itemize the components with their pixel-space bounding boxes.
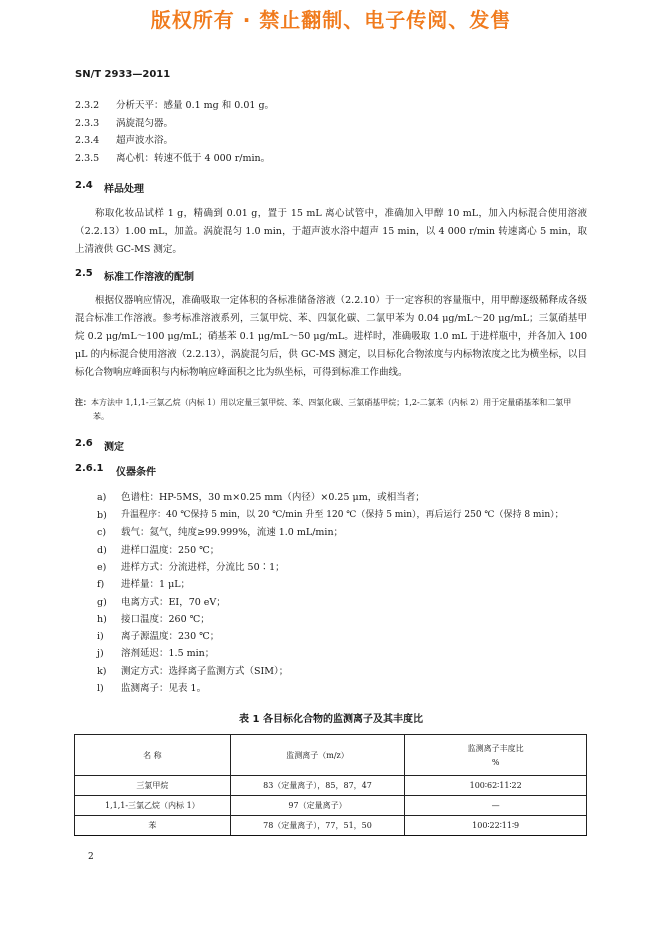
table-cell: 苯 bbox=[75, 816, 231, 836]
list-label: l) bbox=[97, 683, 104, 694]
condition-item: 测定方式：选择离子监测方式（SIM）； bbox=[121, 666, 289, 677]
monitoring-ions-table bbox=[74, 734, 587, 836]
condition-item: 进样量：1 μL； bbox=[121, 579, 191, 590]
list-label: h) bbox=[97, 614, 107, 625]
section-heading: 标准工作溶液的配制 bbox=[104, 272, 194, 283]
list-label: j) bbox=[97, 648, 104, 659]
list-label: b) bbox=[97, 510, 107, 521]
condition-item: 电离方式：EI，70 eV； bbox=[121, 597, 226, 608]
header-ratio bbox=[405, 735, 587, 776]
sample-treatment-paragraph: 称取化妆品试样 1 g，精确到 0.01 g，置于 15 mL 离心试管中，准确加入甲醇 10 mL，加入内标混合使用溶液（2.2.13）1.00 mL，加盖。涡旋混匀 1.0 min，于超声波水浴中超声 15 min，以 4 000 r/min 转速离心 5 min，取上清液供 GC-MS 测定。 bbox=[75, 208, 587, 255]
table-cell: 78（定量离子），77，51，50 bbox=[230, 816, 405, 836]
equipment-item: 涡旋混匀器。 bbox=[116, 118, 174, 129]
condition-item: 溶剂延迟：1.5 min； bbox=[121, 648, 215, 659]
table-row bbox=[75, 816, 587, 836]
clause-number: 2.3.5 bbox=[75, 153, 100, 164]
header-ratio-unit: % bbox=[491, 758, 500, 767]
list-label: c) bbox=[97, 527, 107, 538]
list-label: a) bbox=[97, 492, 107, 503]
section-number: 2.4 bbox=[75, 180, 93, 191]
list-label: k) bbox=[97, 666, 107, 677]
section-number: 2.6.1 bbox=[75, 463, 104, 474]
list-label: d) bbox=[97, 545, 107, 556]
watermark-banner: 版权所有 · 禁止翻制、电子传阅、发售 bbox=[150, 8, 512, 32]
condition-item: 升温程序：40 ℃保持 5 min，以 20 ℃/min 升至 120 ℃（保持 5 min），再后运行 250 ℃（保持 8 min）； bbox=[121, 510, 564, 520]
condition-item: 进样口温度：250 ℃； bbox=[121, 545, 220, 556]
header-ratio-label: 监测离子丰度比 bbox=[467, 744, 524, 753]
condition-item: 色谱柱：HP-5MS，30 m×0.25 mm（内径）×0.25 μm，或相当者； bbox=[121, 492, 425, 503]
standard-solution-paragraph: 根据仪器响应情况，准确吸取一定体积的各标准储备溶液（2.2.10）于一定容积的容量瓶中，用甲醇逐级稀释成各级混合标准工作溶液。参考标准溶液系列，三氯甲烷、苯、四氯化碳、二氯甲苯为 0.04 μg/mL～20 μg/mL；三氯硝基甲烷 0.2 μg/mL～100 μg/mL；硝基苯 0.1 μg/mL～50 μg/mL。进样时，准确吸取 1.0 mL 于进样瓶中，并各加入 100 μL 的内标混合使用溶液（2.2.13），涡旋混匀后，供 GC-MS 测定，以目标化合物浓度与内标物浓度之比为横坐标，以目标化合物响应峰面积与内标物响应峰面积之比为纵坐标，可得到标准工作曲线。 bbox=[75, 295, 587, 378]
condition-item: 接口温度：260 ℃； bbox=[121, 614, 210, 625]
table-cell: 三氯甲烷 bbox=[75, 776, 231, 796]
table-row bbox=[75, 776, 587, 796]
section-heading: 仪器条件 bbox=[116, 467, 156, 478]
section-number: 2.5 bbox=[75, 268, 93, 279]
equipment-item: 分析天平：感量 0.1 mg 和 0.01 g。 bbox=[116, 100, 275, 111]
table-caption: 表 1 各目标化合物的监测离子及其丰度比 bbox=[239, 714, 423, 725]
list-label: i) bbox=[97, 631, 104, 642]
clause-number: 2.3.4 bbox=[75, 135, 100, 146]
page-number: 2 bbox=[88, 852, 94, 862]
table-cell: 100∶62∶11∶22 bbox=[405, 776, 587, 796]
list-label: e) bbox=[97, 562, 107, 573]
condition-item: 监测离子：见表 1。 bbox=[121, 683, 207, 694]
note-label: 注： bbox=[75, 397, 91, 407]
header-ions: 监测离子（m/z） bbox=[230, 735, 405, 776]
table-cell: 97（定量离子） bbox=[230, 796, 405, 816]
table-cell: 1,1,1-三氯乙烷（内标 1） bbox=[75, 796, 231, 816]
clause-number: 2.3.3 bbox=[75, 118, 100, 129]
header-name: 名 称 bbox=[75, 735, 231, 776]
section-heading: 测定 bbox=[104, 442, 124, 453]
table-cell: 100∶22∶11∶9 bbox=[405, 816, 587, 836]
clause-number: 2.3.2 bbox=[75, 100, 100, 111]
equipment-item: 超声波水浴。 bbox=[116, 135, 174, 146]
section-heading: 样品处理 bbox=[104, 184, 144, 195]
list-label: g) bbox=[97, 597, 107, 608]
condition-item: 离子源温度：230 ℃； bbox=[121, 631, 220, 642]
equipment-item: 离心机：转速不低于 4 000 r/min。 bbox=[116, 153, 271, 164]
table-row bbox=[75, 796, 587, 816]
standard-number: SN/T 2933—2011 bbox=[75, 69, 171, 80]
section-number: 2.6 bbox=[75, 438, 93, 449]
note-text: 本方法中 1,1,1-三氯乙烷（内标 1）用以定量三氯甲烷、苯、四氯化碳、三氯硝基甲烷；1,2-二氯苯（内标 2）用于定量硝基苯和二氯甲苯。 bbox=[91, 398, 572, 421]
method-note bbox=[75, 395, 587, 424]
table-header-row bbox=[75, 735, 587, 776]
condition-item: 进样方式：分流进样，分流比 50∶1； bbox=[121, 562, 285, 573]
table-cell: — bbox=[405, 796, 587, 816]
condition-item: 载气：氦气，纯度≥99.999%，流速 1.0 mL/min； bbox=[121, 527, 344, 538]
table-cell: 83（定量离子），85，87，47 bbox=[230, 776, 405, 796]
list-label: f) bbox=[97, 579, 105, 590]
